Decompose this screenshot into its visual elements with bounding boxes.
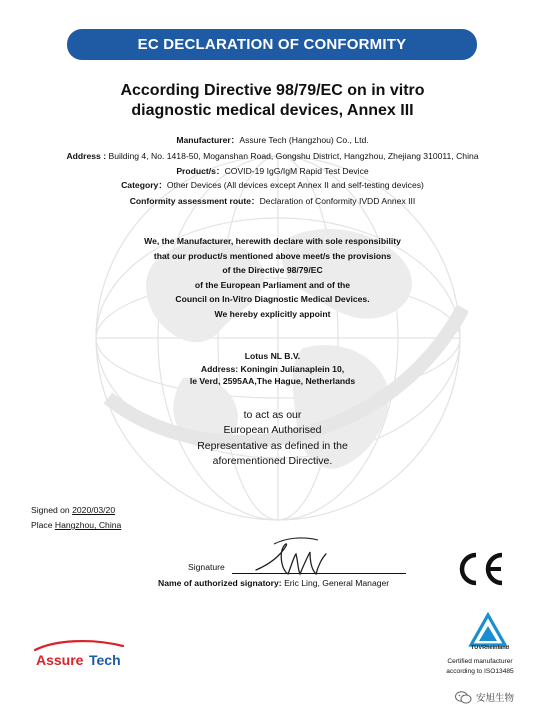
declaration-line: Council on In-Vitro Diagnostic Medical Devices. xyxy=(175,294,370,305)
wechat-icon xyxy=(455,691,472,704)
signed-date: 2020/03/20 xyxy=(72,505,116,515)
signed-label: Signed on xyxy=(31,505,70,515)
appointment-text xyxy=(0,408,545,470)
representative-address-1: Address: Koningin Julianaplein 10, xyxy=(200,363,345,374)
route-value: Declaration of Conformity IVDD Annex III xyxy=(259,195,416,206)
address-value: Building 4, No. 1418-50, Moganshan Road, Gongshu District, Hangzhou, Zhejiang 310011, China xyxy=(108,150,479,161)
appointment-line: European Authorised xyxy=(223,424,322,437)
representative-name: Lotus NL B.V. xyxy=(244,351,301,361)
signature-label: Signature xyxy=(188,562,225,572)
declaration-line: of the Directive 98/79/EC xyxy=(222,265,323,276)
signing-details xyxy=(31,503,121,533)
place-line xyxy=(31,518,121,533)
logo-assure-text: Assure xyxy=(36,652,84,668)
authorised-representative xyxy=(0,350,545,388)
signatory-label: Name of authorized signatory: xyxy=(158,578,282,588)
declaration-line: We hereby explicitly appoint xyxy=(214,308,331,319)
signatory-row xyxy=(158,578,389,588)
tuv-name: TÜVRheinland xyxy=(470,645,510,651)
product-value: COVID-19 IgG/IgM Rapid Test Device xyxy=(224,166,369,176)
document-heading xyxy=(0,81,545,121)
address-label: Address : xyxy=(66,150,107,161)
representative-address-2: le Verd, 2595AA,The Hague, Netherlands xyxy=(189,376,356,387)
category-label: Category： xyxy=(121,180,167,190)
appointment-line: to act as our xyxy=(243,409,302,421)
cert-line-1: Certified manufacturer xyxy=(447,658,513,665)
assessment-info xyxy=(0,178,545,209)
manufacturer-value: Assure Tech (Hangzhou) Co., Ltd. xyxy=(239,135,369,145)
place-label: Place xyxy=(31,520,53,530)
manufacturer-label: Manufacturer： xyxy=(176,135,240,145)
signed-on-line xyxy=(31,503,121,518)
manufacturer-line xyxy=(0,133,545,149)
category-value: Other Devices (All devices except Annex II and self-testing devices) xyxy=(166,180,424,190)
handwritten-signature xyxy=(252,534,332,580)
address-line xyxy=(0,149,545,165)
signature-row xyxy=(188,562,225,576)
wechat-account: 安旭生物 xyxy=(476,693,515,704)
declaration-text xyxy=(0,234,545,322)
heading-line-1: According Directive 98/79/EC on in vitro xyxy=(120,82,425,99)
heading-line-2: diagnostic medical devices, Annex III xyxy=(131,102,414,119)
declaration-line: of the European Parliament and of the xyxy=(194,279,351,290)
route-label: Conformity assessment route： xyxy=(129,195,260,206)
signatory-value: Eric Ling, General Manager xyxy=(284,578,390,588)
title-banner xyxy=(67,29,477,60)
place-value: Hangzhou, China xyxy=(54,520,122,530)
wechat-watermark xyxy=(455,690,514,704)
ce-mark-icon xyxy=(454,551,506,587)
category-line xyxy=(0,178,545,194)
product-info xyxy=(0,133,545,180)
declaration-line: that our product/s mentioned above meet/s the provisions xyxy=(153,250,392,261)
assure-tech-logo xyxy=(31,638,131,672)
declaration-line: We, the Manufacturer, herewith declare with sole responsibility xyxy=(144,236,401,246)
cert-line-2: according to ISO13485 xyxy=(446,667,514,675)
certification-note xyxy=(425,657,535,676)
product-label: Product/s： xyxy=(176,166,225,176)
route-line xyxy=(0,194,545,210)
appointment-line: Representative as defined in the xyxy=(197,439,348,452)
logo-tech-text: Tech xyxy=(89,652,121,668)
signature-block xyxy=(158,562,390,588)
appointment-line: aforementioned Directive. xyxy=(212,455,333,468)
banner-title: EC DECLARATION OF CONFORMITY xyxy=(137,36,407,53)
